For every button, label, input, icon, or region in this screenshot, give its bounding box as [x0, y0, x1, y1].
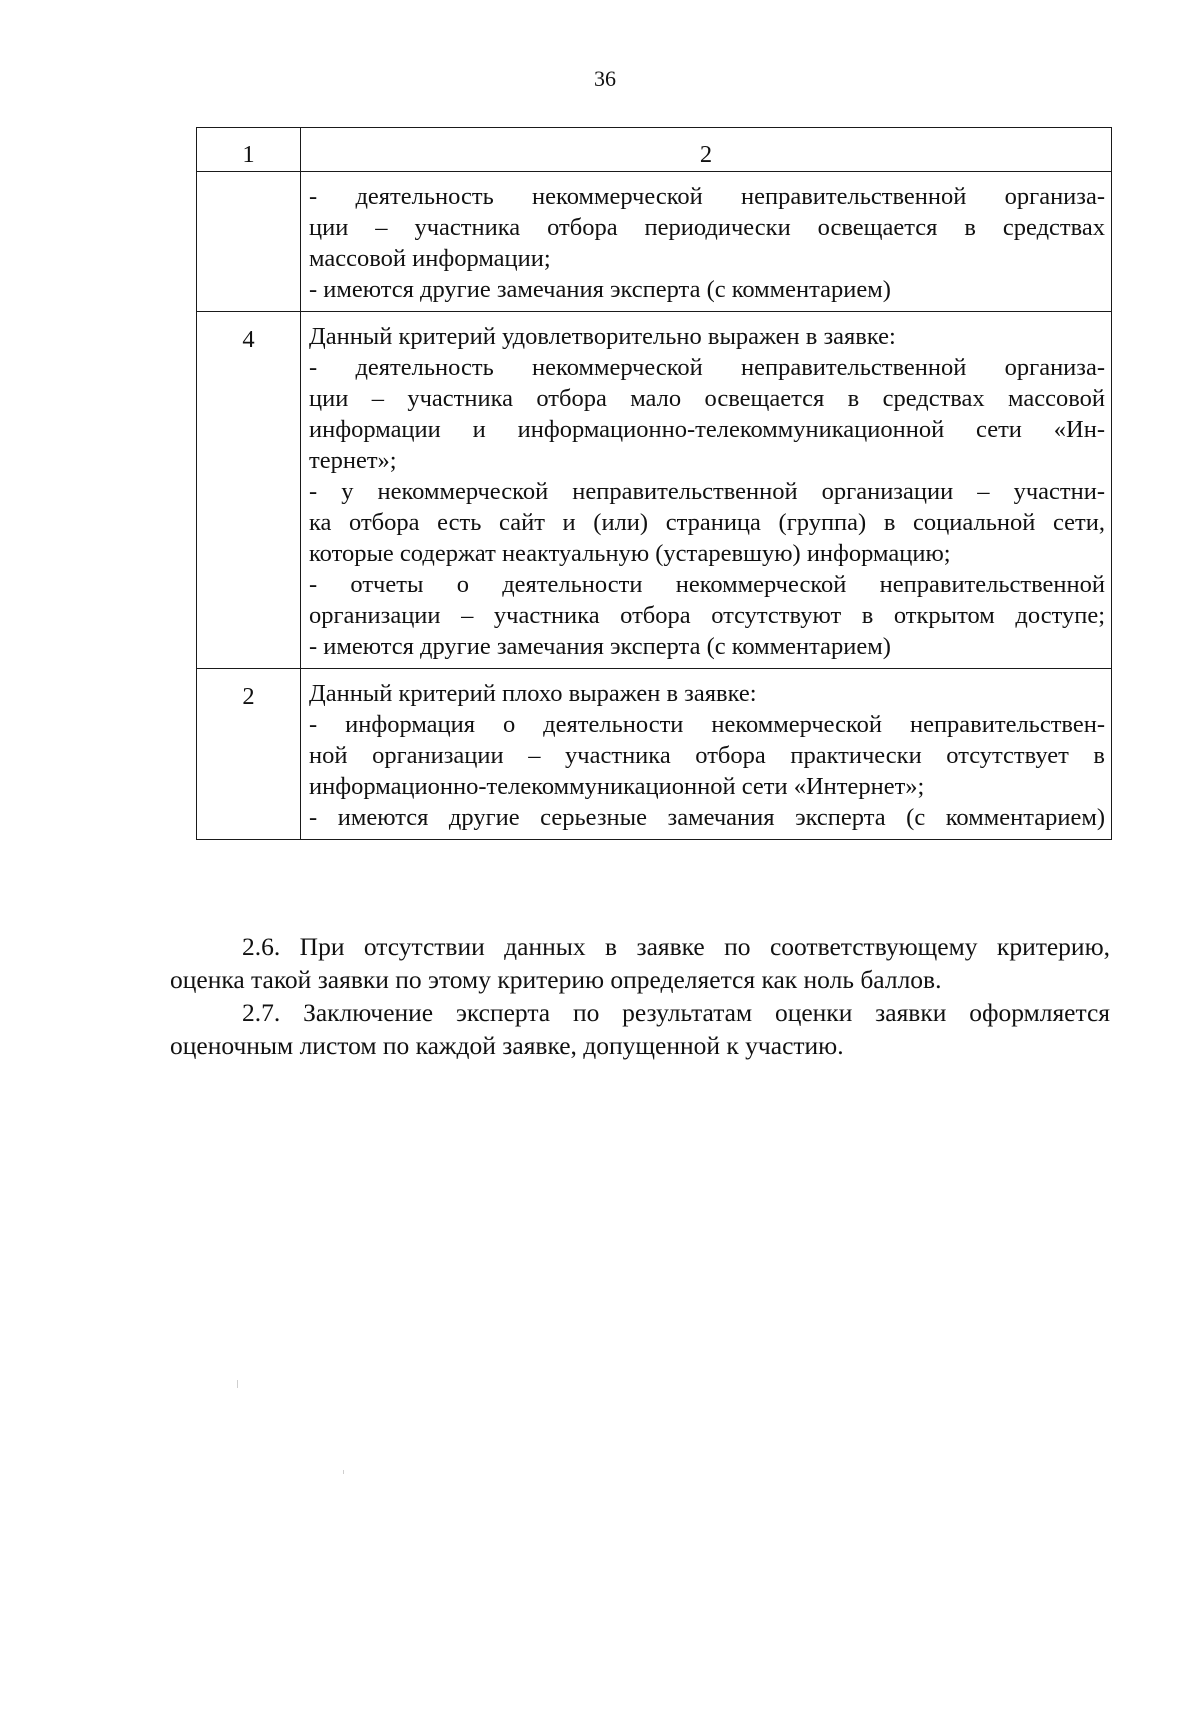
table-row — [197, 172, 1112, 312]
scan-speck — [237, 1380, 238, 1388]
criteria-table — [196, 127, 1112, 840]
paragraph-line: 2.7. Заключение эксперта по результатам оценки заявки оформляется — [242, 998, 1110, 1027]
description-line: ции – участника отбора мало освещается в средствах массовой — [309, 385, 1105, 412]
description-line: ной организации – участника отбора практически отсутствует в — [309, 742, 1105, 769]
description-line: - деятельность некоммерческой неправительственной организа- — [309, 183, 1105, 210]
paragraph-line: оценка такой заявки по этому критерию определяется как ноль баллов. — [170, 965, 942, 994]
description-line: тернет»; — [309, 447, 397, 474]
table-row — [197, 669, 1112, 840]
body-paragraphs — [170, 930, 1110, 1062]
paragraph-line: 2.6. При отсутствии данных в заявке по соответствующему критерию, — [242, 932, 1110, 961]
description-line: ка отбора есть сайт и (или) страница (группа) в социальной сети, — [309, 509, 1105, 536]
description-cell — [301, 312, 1112, 669]
description-line: организации – участника отбора отсутствуют в открытом доступе; — [309, 602, 1105, 629]
score-cell: 4 — [197, 312, 301, 669]
score-cell: 2 — [197, 669, 301, 840]
description-line: - имеются другие серьезные замечания эксперта (с комментарием) — [309, 804, 1105, 831]
description-line: - у некоммерческой неправительственной организации – участни- — [309, 478, 1105, 505]
paragraph-2-6 — [170, 930, 1110, 996]
header-col-1: 1 — [197, 128, 301, 172]
description-line: - имеются другие замечания эксперта (с комментарием) — [309, 276, 891, 303]
description-line: - информация о деятельности некоммерческой неправительствен- — [309, 711, 1105, 738]
description-line: ции – участника отбора периодически освещается в средствах — [309, 214, 1105, 241]
description-cell — [301, 669, 1112, 840]
paragraph-line: оценочным листом по каждой заявке, допущенной к участию. — [170, 1031, 844, 1060]
score-cell — [197, 172, 301, 312]
table-header-row — [197, 128, 1112, 172]
description-line: информационно-телекоммуникационной сети «Интернет»; — [309, 773, 925, 800]
description-line: информации и информационно-телекоммуникационной сети «Ин- — [309, 416, 1105, 443]
page-number: 36 — [594, 66, 616, 91]
description-line: - имеются другие замечания эксперта (с комментарием) — [309, 633, 891, 660]
scan-speck — [343, 1470, 344, 1474]
paragraph-2-7 — [170, 996, 1110, 1062]
description-line: массовой информации; — [309, 245, 551, 272]
header-col-2: 2 — [301, 128, 1112, 172]
description-line: - отчеты о деятельности некоммерческой неправительственной — [309, 571, 1105, 598]
description-line: которые содержат неактуальную (устаревшую) информацию; — [309, 540, 951, 567]
table-row — [197, 312, 1112, 669]
description-line: Данный критерий удовлетворительно выражен в заявке: — [309, 323, 896, 350]
description-line: - деятельность некоммерческой неправительственной организа- — [309, 354, 1105, 381]
description-cell — [301, 172, 1112, 312]
description-line: Данный критерий плохо выражен в заявке: — [309, 680, 757, 707]
